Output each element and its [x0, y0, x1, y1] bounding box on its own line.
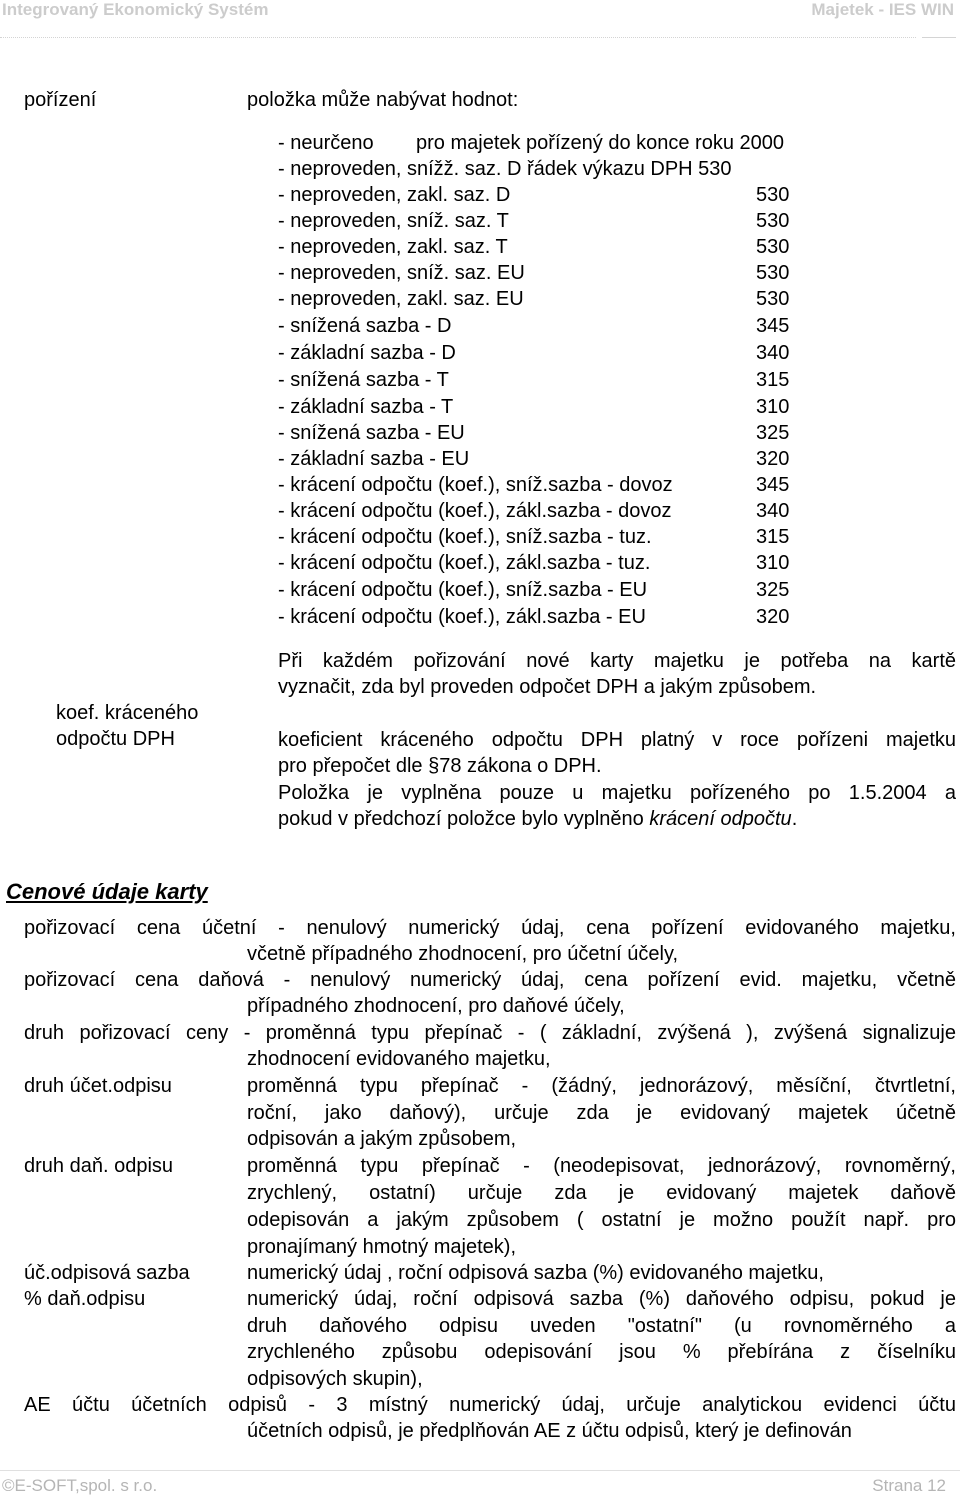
- druh-dan-label: druh daň. odpisu: [24, 1155, 174, 1177]
- list-item: - krácení odpočtu (koef.), sníž.sazba - EU 325: [278, 579, 790, 601]
- list-item: - neproveden, sníž. saz. EU 530: [278, 262, 790, 284]
- list-item: - krácení odpočtu (koef.), sníž.sazba - dovoz 345: [278, 474, 790, 496]
- druh-ucet-line1: proměnná typu přepínač - (žádný, jednorázový, měsíční, čtvrtletní,: [247, 1075, 956, 1097]
- druh-ceny-line1: druh pořizovací ceny - proměnná typu přepínač - ( základní, zvýšená ), zvýšená signalizuje: [24, 1022, 956, 1044]
- druh-ucet-label: druh účet.odpisu: [24, 1075, 172, 1097]
- footer-copyright: ©E-SOFT,spol. s r.o.: [2, 1476, 158, 1495]
- list-item: - krácení odpočtu (koef.), zákl.sazba - dovoz 340: [278, 500, 790, 522]
- list-item: - krácení odpočtu (koef.), zákl.sazba - tuz. 310: [278, 552, 790, 574]
- list-item: - neproveden, sníž. saz. T 530: [278, 210, 790, 232]
- list-item: - neproveden, zakl. saz. T 530: [278, 236, 790, 258]
- porizeni-label: pořízení: [24, 89, 97, 111]
- porizeni-first-desc: pro majetek pořízený do konce roku 2000: [416, 132, 784, 154]
- dan-sazba-line1: numerický údaj, roční odpisová sazba (%) daňového odpisu, pokud je: [247, 1288, 956, 1310]
- koef-label-line1: koef. kráceného: [56, 702, 199, 724]
- list-item: - snížená sazba - EU 325: [278, 422, 790, 444]
- koef-line3: Položka je vyplněna pouze u majetku pořízeného po 1.5.2004 a: [278, 782, 956, 804]
- section-title: Cenové údaje karty: [6, 879, 208, 904]
- cena-danova-line2: případného zhodnocení, pro daňové účely,: [247, 995, 625, 1017]
- list-item: - neproveden, zakl. saz. D 530: [278, 184, 790, 206]
- header-divider: [0, 37, 916, 38]
- druh-ucet-line3: odpisován a jakým způsobem,: [247, 1128, 517, 1150]
- list-item: - základní sazba - T 310: [278, 396, 790, 418]
- list-item: - základní sazba - EU 320: [278, 448, 790, 470]
- druh-ceny-line2: zhodnocení evidovaného majetku,: [247, 1048, 551, 1070]
- porizeni-note-line2: vyznačit, zda byl proveden odpočet DPH a jakým způsobem.: [278, 676, 817, 698]
- ae-line1: AE účtu účetních odpisů - 3 místný numerický údaj, určuje analytickou evidenci účtu: [24, 1394, 956, 1416]
- koef-label-line2: odpočtu DPH: [56, 728, 175, 750]
- list-item: - základní sazba - D 340: [278, 342, 790, 364]
- header-module-title: Majetek - IES WIN: [811, 0, 954, 19]
- dan-sazba-label: % daň.odpisu: [24, 1288, 146, 1310]
- porizeni-second-item: - neproveden, snížž. saz. D řádek výkazu DPH 530: [278, 158, 732, 180]
- header-divider-short: [922, 37, 956, 38]
- druh-dan-line3: odepisován a jakým způsobem ( ostatní je možno použít např. pro: [247, 1209, 956, 1231]
- koef-line2: pro přepočet dle §78 zákona o DPH.: [278, 755, 602, 777]
- header-app-title: Integrovaný Ekonomický Systém: [2, 0, 269, 19]
- list-item: - krácení odpočtu (koef.), sníž.sazba - tuz. 315: [278, 526, 790, 548]
- dan-sazba-line2: druh daňového odpisu uveden "ostatní" (u rovnoměrného a: [247, 1315, 956, 1337]
- druh-dan-line4: pronajímaný hmotný majetek),: [247, 1236, 517, 1258]
- dan-sazba-line3: zrychleného způsobu odepisování jsou % přebírána z číselníku: [247, 1341, 956, 1363]
- porizeni-first-label: - neurčeno: [278, 132, 374, 154]
- footer-page-number: Strana 12: [872, 1476, 946, 1495]
- druh-ucet-line2: roční, jako daňový), určuje zda je evidovaný majetek účetně: [247, 1102, 956, 1124]
- footer-divider: [0, 1470, 960, 1471]
- druh-dan-line2: zrychlený, ostatní) určuje zda je evidovaný majetek daňově: [247, 1182, 956, 1204]
- cena-danova-line1: pořizovací cena daňová - nenulový numerický údaj, cena pořízení evid. majetku, včetně: [24, 969, 956, 991]
- dan-sazba-line4: odpisových skupin),: [247, 1368, 423, 1390]
- uc-sazba-line1: numerický údaj , roční odpisová sazba (%) evidovaného majetku,: [247, 1262, 824, 1284]
- list-item: - snížená sazba - D 345: [278, 315, 790, 337]
- cena-ucetni-line1: pořizovací cena účetní - nenulový numerický údaj, cena pořízení evidovaného majetku,: [24, 917, 956, 939]
- uc-sazba-label: úč.odpisová sazba: [24, 1262, 190, 1284]
- page-header: [0, 0, 960, 22]
- koef-line4-italic: krácení odpočtu: [649, 808, 792, 830]
- ae-line2: účetních odpisů, je předplňován AE z účtu odpisů, který je definován: [247, 1420, 852, 1442]
- list-item: - neproveden, zakl. saz. EU 530: [278, 288, 790, 310]
- porizeni-note-line1: Při každém pořizování nové karty majetku je potřeba na kartě: [278, 650, 956, 672]
- list-item: - krácení odpočtu (koef.), zákl.sazba - EU 320: [278, 606, 790, 628]
- koef-line4: pokud v předchozí položce bylo vyplněno krácení odpočtu.: [278, 808, 798, 830]
- cena-ucetni-line2: včetně případného zhodnocení, pro účetní účely,: [247, 943, 679, 965]
- koef-line1: koeficient kráceného odpočtu DPH platný v roce pořízeni majetku: [278, 729, 956, 751]
- list-item: - snížená sazba - T 315: [278, 369, 790, 391]
- druh-dan-line1: proměnná typu přepínač - (neodepisovat, jednorázový, rovnoměrný,: [247, 1155, 956, 1177]
- porizeni-intro: položka může nabývat hodnot:: [247, 89, 519, 111]
